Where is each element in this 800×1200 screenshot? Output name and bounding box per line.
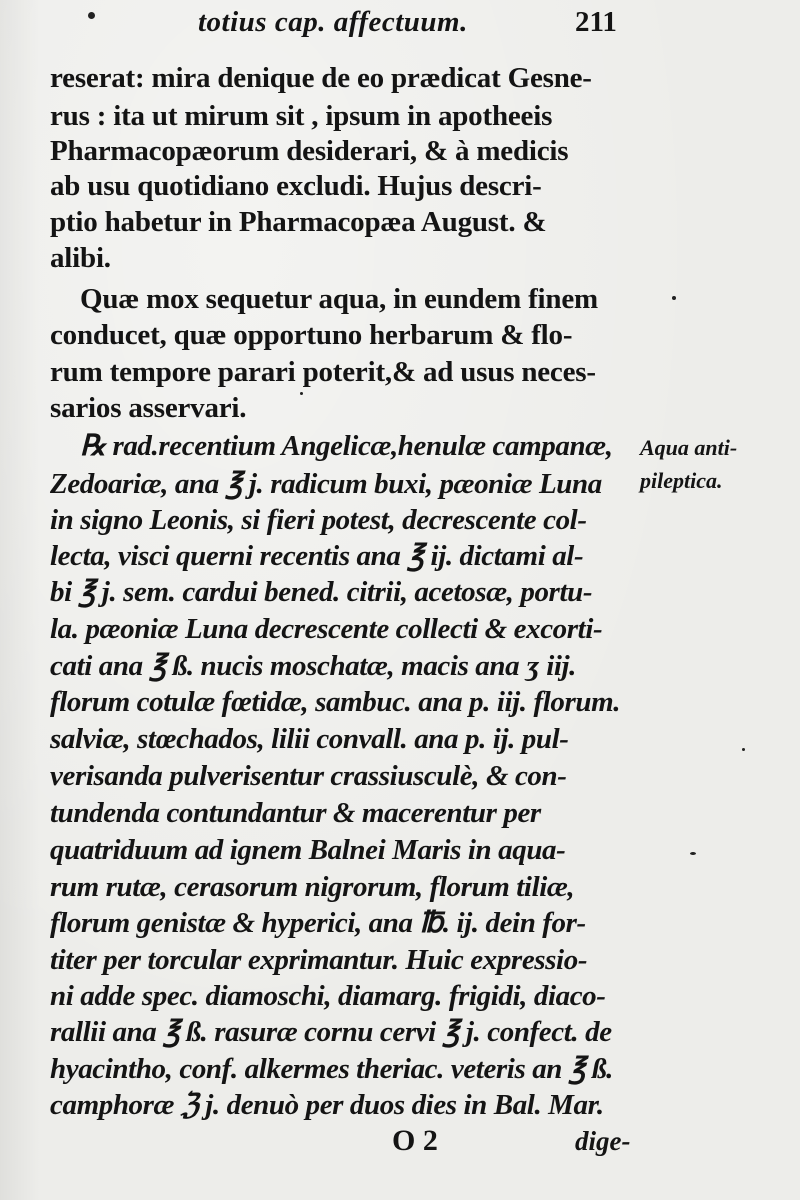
ink-speck xyxy=(300,392,303,395)
signature-mark: O 2 xyxy=(392,1124,438,1157)
recipe-line: quatriduum ad ignem Balnei Maris in aqua- xyxy=(50,834,566,866)
text-line: rum tempore parari poterit,& ad usus neces- xyxy=(50,356,596,388)
margin-note-line: Aqua anti- xyxy=(640,435,738,460)
text-line: rus : ita ut mirum sit , ipsum in apotheeis xyxy=(50,100,553,132)
recipe-line: florum genistæ & hyperici, ana ℔. ij. dein for- xyxy=(50,907,586,939)
recipe-line: hyacintho, conf. alkermes theriac. veteris an ℥ ß. xyxy=(50,1053,614,1085)
recipe-line: la. pæoniæ Luna decrescente collecti & excorti- xyxy=(50,613,603,645)
text-line: Pharmacopæorum desiderari, & à medicis xyxy=(50,135,569,167)
ink-speck xyxy=(742,748,745,751)
recipe-line: Zedoariæ, ana ℥ j. radicum buxi, pæoniæ Luna xyxy=(50,468,602,500)
recipe-line: lecta, visci querni recentis ana ℥ ij. dictami al- xyxy=(50,540,584,572)
recipe-line: ni adde spec. diamoschi, diamarg. frigidi, diaco- xyxy=(50,980,606,1012)
recipe-line: in signo Leonis, si fieri potest, decrescente col- xyxy=(50,504,587,536)
page-number: 211 xyxy=(575,6,617,38)
ink-speck xyxy=(88,12,95,19)
recipe-line: rum rutæ, cerasorum nigrorum, florum tiliæ, xyxy=(50,871,575,903)
recipe-line: rallii ana ℥ ß. rasuræ cornu cervi ℥ j. confect. de xyxy=(50,1016,612,1048)
catchword: dige- xyxy=(575,1126,631,1156)
text-line: ptio habetur in Pharmacopæa August. & xyxy=(50,206,547,238)
recipe-line: bi ℥ j. sem. cardui bened. citrii, acetosæ, portu- xyxy=(50,576,593,608)
text-line: conducet, quæ opportuno herbarum & flo- xyxy=(50,319,573,351)
recipe-line: salviæ, stœchados, lilii convall. ana p. ij. pul- xyxy=(50,723,569,755)
recipe-line: tundenda contundantur & macerentur per xyxy=(50,797,541,829)
recipe-line: florum cotulæ fœtidæ, sambuc. ana p. iij. florum. xyxy=(50,686,621,718)
recipe-line: verisanda pulverisentur crassiusculè, & con- xyxy=(50,760,567,792)
ink-speck xyxy=(690,852,696,855)
ink-speck xyxy=(672,296,676,300)
recipe-line: ℞ rad.recentium Angelicæ,henulæ campanæ, xyxy=(80,430,613,462)
text-line: ab usu quotidiano excludi. Hujus descri- xyxy=(50,170,542,202)
page-footer xyxy=(0,1118,800,1168)
recipe-line: titer per torcular exprimantur. Huic expressio- xyxy=(50,944,588,976)
text-line: reserat: mira denique de eo prædicat Gesne- xyxy=(50,62,592,94)
recipe-line: camphoræ ℨ j. denuò per duos dies in Bal. Mar. xyxy=(50,1089,604,1121)
margin-note-line: pileptica. xyxy=(640,468,723,493)
recipe-line: cati ana ℥ ß. nucis moschatæ, macis ana ʒ iij. xyxy=(50,650,577,682)
text-line: alibi. xyxy=(50,242,111,274)
page-header xyxy=(0,2,800,46)
text-line: sarios asservari. xyxy=(50,392,247,424)
running-head: totius cap. affectuum. xyxy=(198,6,468,38)
text-line: Quæ mox sequetur aqua, in eundem finem xyxy=(80,283,598,315)
